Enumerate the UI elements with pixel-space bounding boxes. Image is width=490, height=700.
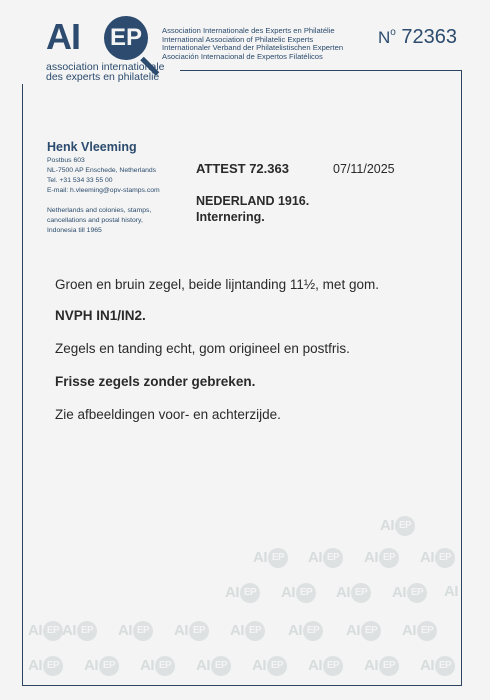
expert-specialty-2: cancellations and postal history, bbox=[47, 217, 143, 224]
expert-phone: Tel. +31 534 33 55 00 bbox=[47, 177, 113, 184]
association-name-de: Internationaler Verband der Philatelistischen Experten bbox=[162, 43, 344, 53]
images-note: Zie afbeeldingen voor- en achterzijde. bbox=[55, 407, 281, 422]
certificate-subtitle: Internering. bbox=[196, 210, 265, 224]
certificate-number-suffix: o bbox=[390, 27, 396, 38]
certificate-date: 07/11/2025 bbox=[333, 162, 395, 176]
association-name-fr: Association Internationale des Experts en Philatélie bbox=[162, 26, 335, 35]
expert-name: Henk Vleeming bbox=[47, 140, 137, 154]
catalogue-number: NVPH IN1/IN2. bbox=[55, 308, 146, 323]
attest-number: ATTEST 72.363 bbox=[196, 161, 289, 176]
expert-email: E-mail: h.vleeming@opv-stamps.com bbox=[47, 187, 160, 194]
certificate-page: AI EP association internationale des experts en philatelie Association Internationale des Experts en Philatélie International Association of Philatelic Experts Internationaler Verband der Philatelistischen Experten Asociación Internacional de Expertos Filatélicos $N^o$ 72363 Henk Vleeming Postbus 603 NL-7500 AP Enschede, Netherlands Tel. +31 534 33 55 00 E-mail: h.vleeming@opv-stamps.com Netherlands and colonies, stamps, cancellations and postal history, Indonesia till 1965 ATTEST 72.363 07/11/2025 NEDERLAND 1916. Internering. Groen en bruin zegel, beide lijntanding 11½, met gom. NVPH IN1/IN2. Zegels en tanding echt, gom origineel en postfris. Frisse zegels zonder gebreken. Zie afbeeldingen voor- en achterzijde. AI EP AI EP AI EP AI EP AI EP AI EP AI EP AI EP AI EP AI AI EP AI EP AI EP AI EP AI EP AI EP AI EP AI EP AI EP AI EP AI EP AI EP AI EP AI EP AI EP AI EP bbox=[0, 0, 490, 700]
magnifier-icon bbox=[104, 16, 148, 60]
condition-line: Frisse zegels zonder gebreken. bbox=[55, 374, 256, 389]
expert-specialty-3: Indonesia till 1965 bbox=[47, 227, 102, 234]
association-name-es: Asociación Internacional de Expertos Filatélicos bbox=[162, 51, 323, 61]
expert-address-2: NL-7500 AP Enschede, Netherlands bbox=[47, 167, 157, 174]
certificate-title: NEDERLAND 1916. bbox=[196, 194, 310, 208]
logo-subtitle-2: des experts en philatelie bbox=[46, 71, 160, 83]
certificate-number bbox=[374, 26, 461, 49]
certificate-number-prefix: N bbox=[378, 28, 391, 47]
logo-ai-text: AI bbox=[46, 16, 80, 57]
certificate-number-value: 72363 bbox=[401, 26, 458, 48]
logo-ep-text: EP bbox=[109, 24, 142, 51]
association-names bbox=[162, 27, 343, 61]
association-name-en: International Association of Philatelic Experts bbox=[162, 34, 314, 44]
description-line: Groen en bruin zegel, beide lijntanding 11½, met gom. bbox=[55, 277, 379, 292]
expert-specialty-1: Netherlands and colonies, stamps, bbox=[47, 207, 152, 214]
aiep-logo bbox=[20, 14, 180, 84]
expert-address-1: Postbus 603 bbox=[47, 157, 85, 164]
authenticity-line: Zegels en tanding echt, gom origineel en postfris. bbox=[55, 341, 350, 356]
logo-subtitle-1: association internationale bbox=[46, 61, 165, 73]
